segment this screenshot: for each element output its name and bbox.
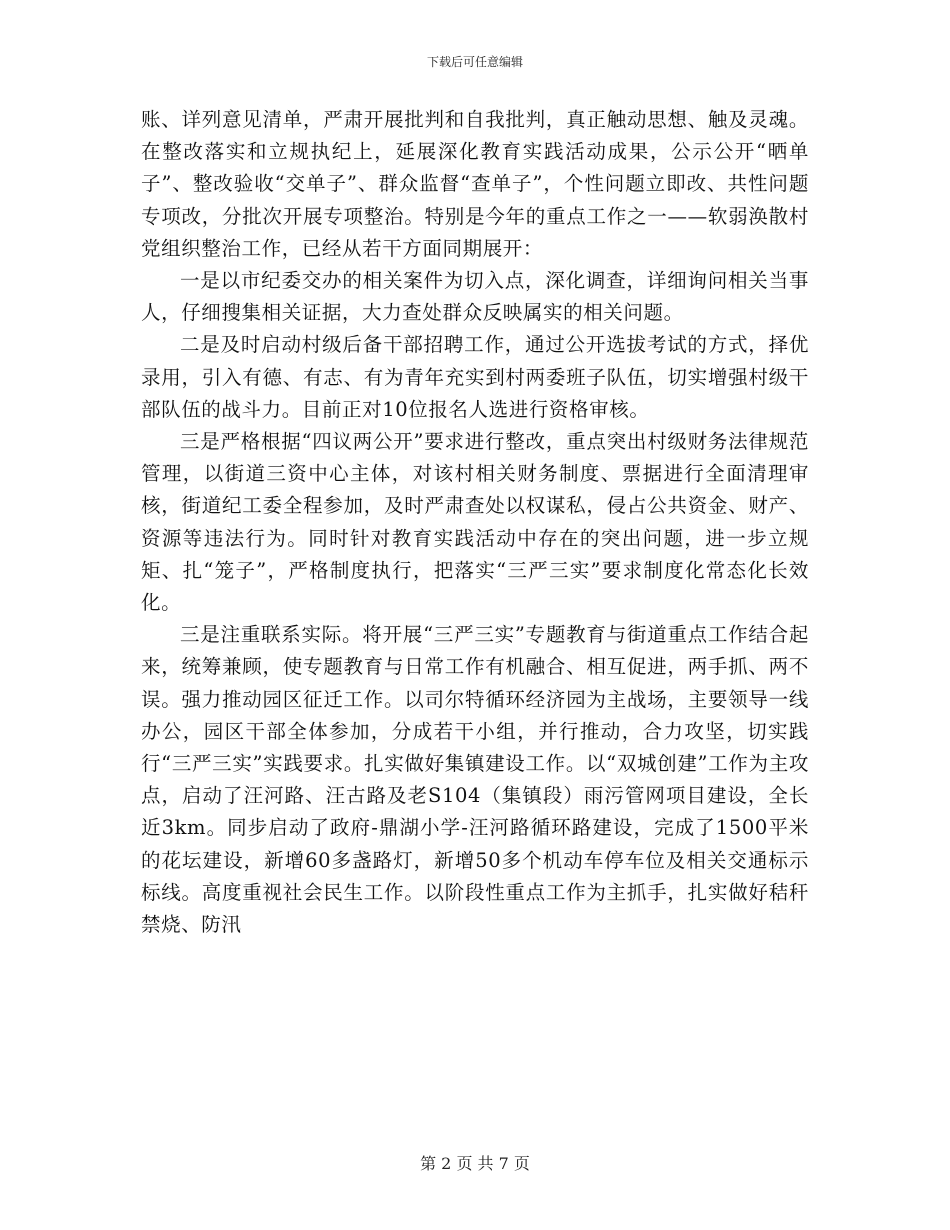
paragraph-section-3: 三是注重联系实际。将开展“三严三实”专题教育与街道重点工作结合起来，统筹兼顾，使专题教育与日常工作有机融合、相互促进，两手抓、两不误。强力推动园区征迁工作。以司尔特循环经济园为主战场，主要领导一线办公，园区干部全体参加，分成若干小组，并行推动，合力攻坚，切实践行“三严三实”实践要求。扎实做好集镇建设工作。以“双城创建”工作为主攻点，启动了汪河路、汪古路及老S104（集镇段）雨污管网项目建设，全长近3km。同步启动了政府-鼎湖小学-汪河路循环路建设，完成了1500平米的花坛建设，新增60多盏路灯，新增50多个机动车停车位及相关交通标示标线。高度重视社会民生工作。以阶段性重点工作为主抓手，扎实做好秸秆禁烧、防汛 [141,623,809,937]
document-body [141,104,809,941]
paragraph-item-3: 三是严格根据“四议两公开”要求进行整改，重点突出村级财务法律规范管理，以街道三资中心主体，对该村相关财务制度、票据进行全面清理审核，街道纪工委全程参加，及时严肃查处以权谋私，侵占公共资金、财产、资源等违法行为。同时针对教育实践活动中存在的突出问题，进一步立规矩、扎“笼子”，严格制度执行，把落实“三严三实”要求制度化常态化长效化。 [141,430,809,615]
paragraph-continuation: 账、详列意见清单，严肃开展批判和自我批判，真正触动思想、触及灵魂。在整改落实和立规执纪上，延展深化教育实践活动成果，公示公开“晒单子”、整改验收“交单子”、群众监督“查单子”，个性问题立即改、共性问题专项改，分批次开展专项整治。特别是今年的重点工作之一——软弱涣散村党组织整治工作，已经从若干方面同期展开： [141,108,809,260]
page-header: 下载后可任意编辑 [426,55,523,69]
page-footer: 第 2 页 共 7 页 [420,1154,530,1173]
paragraph-item-2: 二是及时启动村级后备干部招聘工作，通过公开选拔考试的方式，择优录用，引入有德、有志、有为青年充实到村两委班子队伍，切实增强村级干部队伍的战斗力。目前正对10位报名人选进行资格审核。 [141,333,809,421]
paragraph-item-1: 一是以市纪委交办的相关案件为切入点，深化调查，详细询问相关当事人，仔细搜集相关证据，大力查处群众反映属实的相关问题。 [141,269,809,325]
